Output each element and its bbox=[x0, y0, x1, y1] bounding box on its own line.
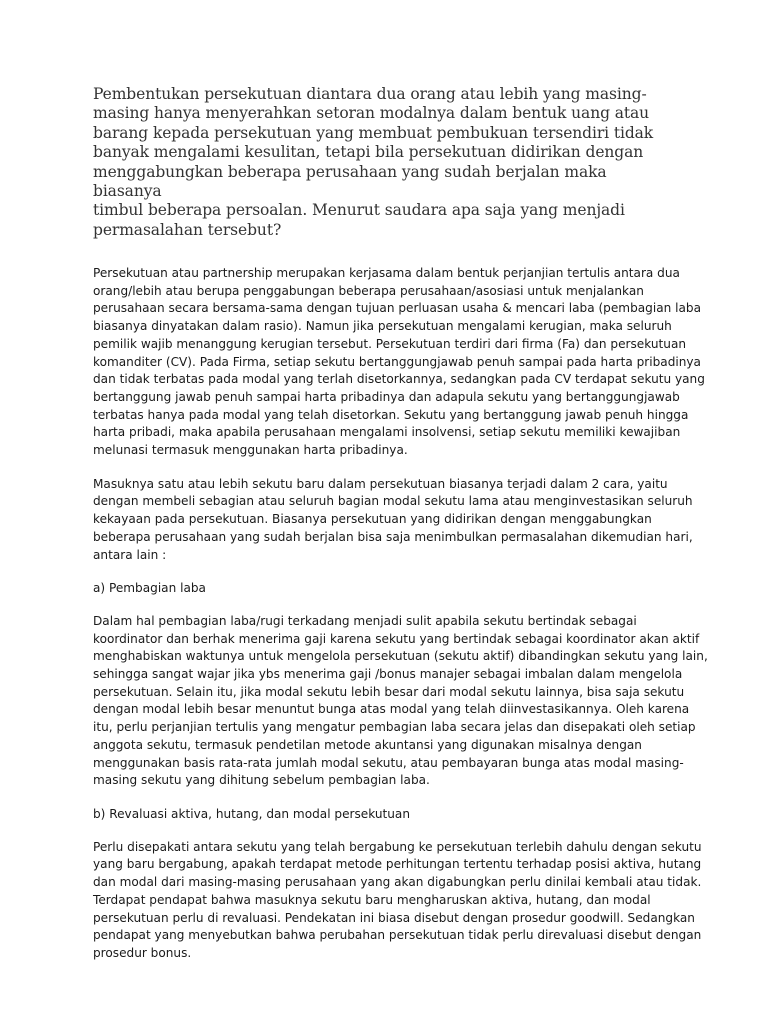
text-line: menggunakan basis rata-rata jumlah modal sekutu, atau pembayaran bunga atas modal masing- bbox=[93, 755, 684, 770]
text-line: Dalam hal pembagian laba/rugi terkadang menjadi sulit apabila sekutu bertindak sebagai bbox=[93, 613, 637, 628]
text-line: a) Pembagian laba bbox=[93, 581, 206, 596]
text-line: yang baru bergabung, apakah terdapat metode perhitungan tertentu terhadap posisi aktiva, hutang bbox=[93, 857, 702, 872]
question-line: banyak mengalami kesulitan, tetapi bila persekutuan didirikan dengan bbox=[93, 143, 644, 162]
question-heading bbox=[93, 85, 673, 240]
text-line: persekutuan. Selain itu, jika modal sekutu lebih besar dari modal sekutu lainnya, bisa saja sekutu bbox=[93, 684, 685, 699]
question-line: masing hanya menyerahkan setoran modalnya dalam bentuk uang atau bbox=[93, 104, 650, 123]
text-line: melunasi termasuk menggunakan harta pribadinya. bbox=[93, 443, 408, 458]
text-line: kekayaan pada persekutuan. Biasanya persekutuan yang didirikan dengan menggabungkan bbox=[93, 512, 652, 527]
text-line: dengan membeli sebagian atau seluruh bagian modal sekutu lama atau menginvestasikan seluruh bbox=[93, 494, 693, 509]
question-line: permasalahan tersebut? bbox=[93, 220, 282, 239]
paragraph bbox=[93, 476, 693, 565]
text-line: pendapat yang menyebutkan bahwa perubahan persekutuan tidak perlu direvaluasi disebut dengan bbox=[93, 928, 702, 943]
text-line: Terdapat pendapat bahwa masuknya sekutu baru mengharuskan aktiva, hutang, dan modal bbox=[93, 892, 651, 907]
text-line: komanditer (CV). Pada Firma, setiap sekutu bertanggungjawab penuh sampai pada harta pribadinya bbox=[93, 354, 701, 369]
answer-body bbox=[93, 265, 708, 979]
section-heading bbox=[93, 806, 693, 824]
text-line: perusahaan secara bersama-sama dengan tujuan perluasan usaha & mencari laba (pembagian laba bbox=[93, 301, 701, 316]
text-line: bertanggung jawab penuh sampai harta pribadinya dan adapula sekutu yang bertanggungjawab bbox=[93, 389, 680, 404]
text-line: dan tidak terbatas pada modal yang terlah disetorkannya, sedangkan pada CV terdapat sekutu yang bbox=[93, 372, 705, 387]
question-line: menggabungkan beberapa perusahaan yang sudah berjalan maka biasanya bbox=[93, 162, 607, 201]
text-line: koordinator dan berhak menerima gaji karena sekutu yang bertindak sebagai koordinator akan aktif bbox=[93, 631, 700, 646]
text-line: b) Revaluasi aktiva, hutang, dan modal persekutuan bbox=[93, 806, 411, 821]
text-line: sehingga sangat wajar jika ybs menerima gaji /bonus manajer sebagai imbalan dalam mengelola bbox=[93, 667, 683, 682]
question-line: Pembentukan persekutuan diantara dua orang atau lebih yang masing- bbox=[93, 85, 647, 103]
text-line: prosedur bonus. bbox=[93, 945, 192, 960]
text-line: beberapa perusahaan yang sudah berjalan bisa saja menimbulkan permasalahan dikemudian hari, bbox=[93, 529, 693, 544]
question-line: barang kepada persekutuan yang membuat pembukuan tersendiri tidak bbox=[93, 123, 654, 142]
text-line: dengan modal lebih besar menuntut bunga atas modal yang telah diinvestasikannya. Oleh karena bbox=[93, 702, 690, 717]
text-line: masing sekutu yang dihitung sebelum pembagian laba. bbox=[93, 773, 430, 788]
text-line: biasanya dinyatakan dalam rasio). Namun jika persekutuan mengalami kerugian, maka seluruh bbox=[93, 319, 672, 334]
text-line: harta pribadi, maka apabila perusahaan mengalami insolvensi, setiap sekutu memiliki kewajiban bbox=[93, 425, 681, 440]
text-line: dan modal dari masing-masing perusahaan yang akan digabungkan perlu dinilai kembali atau tidak. bbox=[93, 875, 702, 890]
text-line: itu, perlu perjanjian tertulis yang mengatur pembagian laba secara jelas dan disepakati oleh setiap bbox=[93, 720, 696, 735]
paragraph bbox=[93, 613, 708, 790]
question-line: timbul beberapa persoalan. Menurut saudara apa saja yang menjadi bbox=[93, 201, 625, 220]
paragraph bbox=[93, 839, 702, 963]
paragraph bbox=[93, 265, 705, 460]
text-line: orang/lebih atau berupa penggabungan beberapa perusahaan/asosiasi untuk menjalankan bbox=[93, 283, 644, 298]
text-line: terbatas hanya pada modal yang telah disetorkan. Sekutu yang bertanggung jawab penuh hingga bbox=[93, 407, 689, 422]
text-line: Perlu disepakati antara sekutu yang telah bergabung ke persekutuan terlebih dahulu dengan sekutu bbox=[93, 839, 702, 854]
text-line: antara lain : bbox=[93, 547, 167, 562]
section-heading bbox=[93, 580, 693, 598]
text-line: Masuknya satu atau lebih sekutu baru dalam persekutuan biasanya terjadi dalam 2 cara, yaitu bbox=[93, 476, 668, 491]
text-line: pemilik wajib menanggung kerugian tersebut. Persekutuan terdiri dari firma (Fa) dan persekutuan bbox=[93, 336, 687, 351]
text-line: anggota sekutu, termasuk pendetilan metode akuntansi yang digunakan misalnya dengan bbox=[93, 737, 642, 752]
text-line: Persekutuan atau partnership merupakan kerjasama dalam bentuk perjanjian tertulis antara dua bbox=[93, 266, 680, 280]
text-line: menghabiskan waktunya untuk mengelola persekutuan (sekutu aktif) dibandingkan sekutu yang lain, bbox=[93, 649, 708, 664]
text-line: persekutuan perlu di revaluasi. Pendekatan ini biasa disebut dengan prosedur goodwill. Sedangkan bbox=[93, 910, 695, 925]
